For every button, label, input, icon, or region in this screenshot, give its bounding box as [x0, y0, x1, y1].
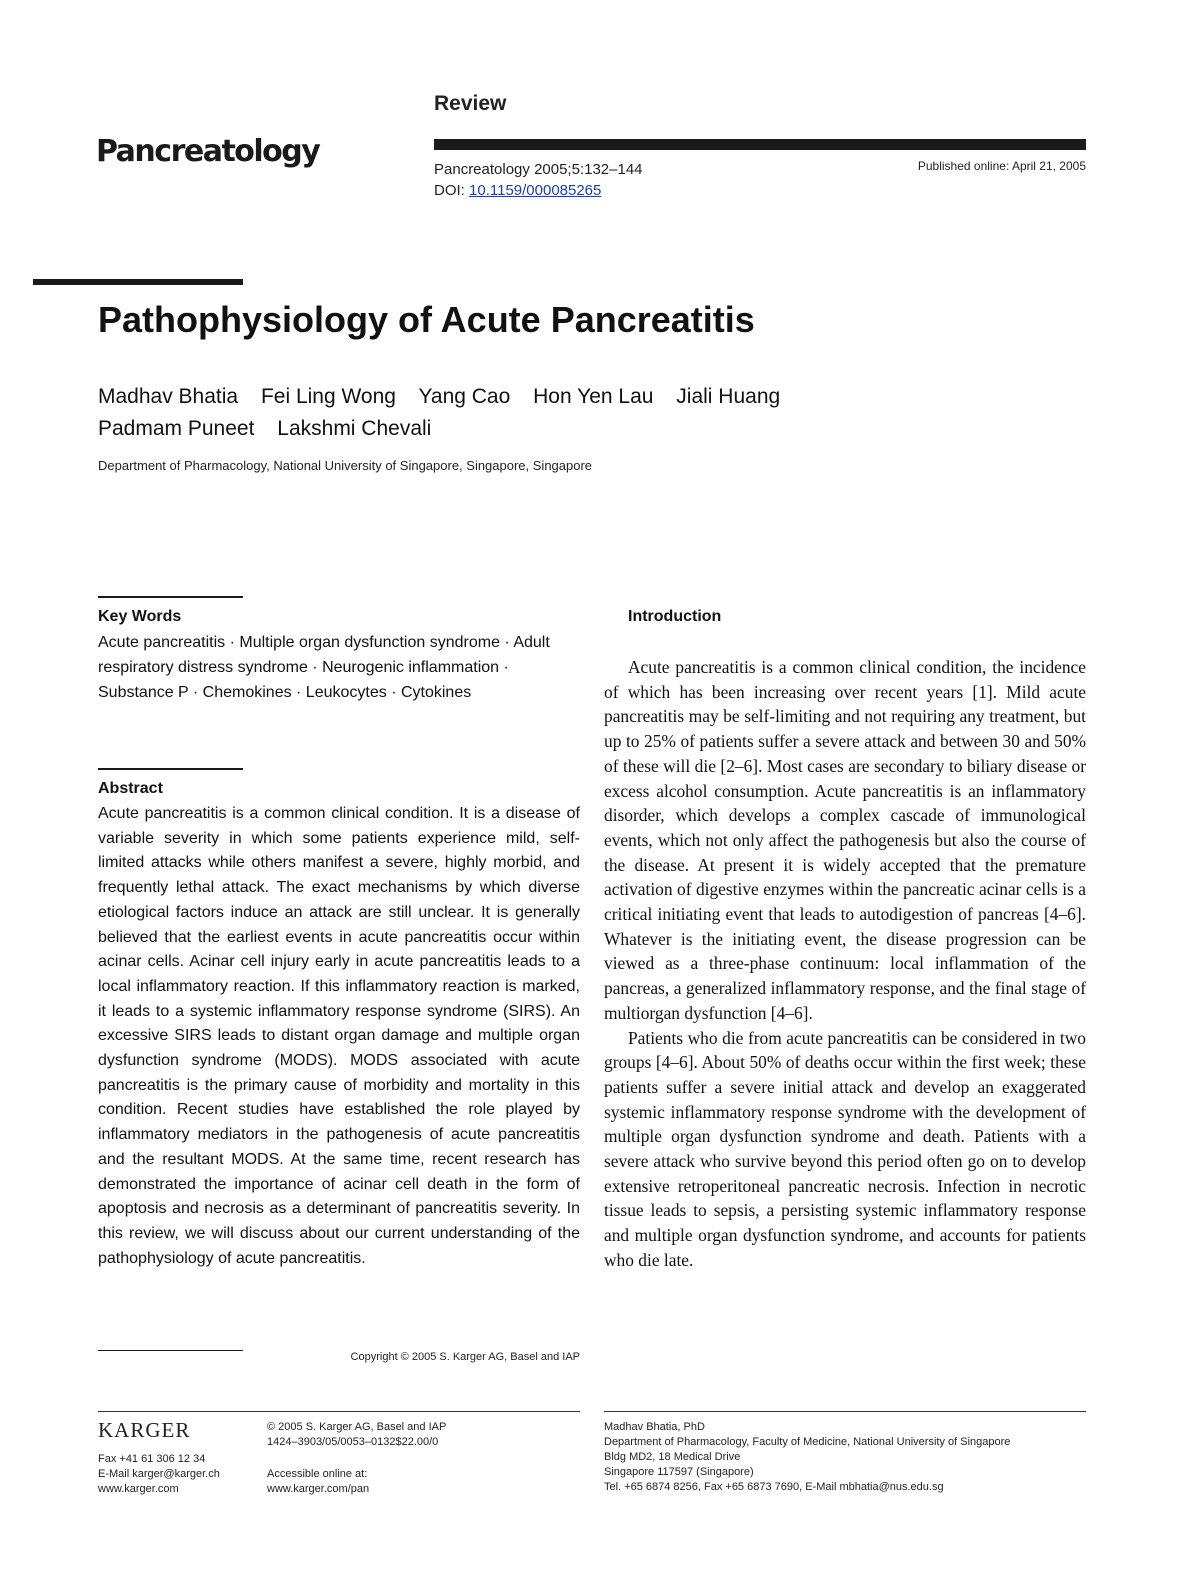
keywords-text: Acute pancreatitis · Multiple organ dysfunction syndrome · Adult respiratory distress syndrome · Neurogenic inflammation · Substance P · Chemokines · Leukocytes · Cytokines [98, 634, 550, 701]
keywords-heading: Key Words [98, 608, 182, 625]
article-title: Pathophysiology of Acute Pancreatitis [98, 299, 755, 340]
abstract-text: Acute pancreatitis is a common clinical condition. It is a disease of variable severity in which some patients experience mild, self-limited attacks while others manifest a severe, highly morbid, and frequently lethal attack. The exact mechanisms by which diverse etiological factors induce an attack are still unclear. It is generally believed that the earliest events in acute pancreatitis occur within acinar cells. Acinar cell injury early in acute pancreatitis leads to a local inflammatory reaction. If this inflammatory reaction is marked, it leads to a systemic inflammatory response syndrome (SIRS). An excessive SIRS leads to distant organ damage and multiple organ dysfunction syndrome (MODS). MODS associated with acute pancreatitis is the primary cause of morbidity and mortality in this condition. Recent studies have established the role played by inflammatory mediators in the pathogenesis of acute pancreatitis and the resultant MODS. At the same time, recent research has demonstrated the importance of acinar cell death in the form of apoptosis and necrosis as a determinant of pancreatitis severity. In this review, we will discuss about our current understanding of the pathophysiology of acute pancreatitis. [98, 805, 580, 1267]
karger-logo: KARGER [98, 1418, 191, 1442]
contact-dept: Department of Pharmacology, Faculty of Medicine, National University of Singapore [604, 1436, 1011, 1448]
abstract-rule [98, 768, 243, 770]
authors-line-2 [98, 413, 998, 445]
abstract-heading: Abstract [98, 780, 163, 797]
author-list [98, 381, 998, 445]
citation-block [434, 159, 643, 201]
correspondence-block [604, 1420, 1010, 1495]
journal-logo: Pancreatology [96, 134, 320, 169]
author: Yang Cao [418, 385, 511, 408]
publisher-website[interactable]: www.karger.com [98, 1483, 179, 1495]
abstract-copyright: Copyright © 2005 S. Karger AG, Basel and IAP [350, 1351, 580, 1363]
contact-bldg: Bldg MD2, 18 Medical Drive [604, 1451, 741, 1463]
footer-rule-right [604, 1411, 1086, 1412]
paragraph: Patients who die from acute pancreatitis can be considered in two groups [4–6]. About 50% of deaths occur within the first week; these patients suffer a severe initial attack and develop an exaggerated systemic inflammatory response syndrome with the development of multiple organ dysfunction syndrome and death. Patients with a severe attack who survive beyond this period often go on to develop extensive retroperitoneal pancreatic necrosis. Infection in necrotic tissue leads to sepsis, a persisting systemic inflammatory response and multiple organ dysfunction syndrome, and accounts for patients who die late. [604, 1027, 1086, 1270]
footer-copyright-block [267, 1420, 446, 1497]
author: Lakshmi Chevali [277, 417, 432, 440]
paragraph: Acute pancreatitis is a common clinical condition, the incidence of which has been increasing over recent years [1]. Mild acute pancreatitis may be self-limiting and not requiring any treatment, but up to 25% of patients suffer a severe attack and between 30 and 50% of these will die [2–6]. Most cases are secondary to biliary disease or excess alcohol consumption. Acute pancreatitis is an inflammatory disorder, which develops a complex cascade of immunological events, which not only affect the pathogenesis but also the course of the disease. At present it is widely accepted that the premature activation of digestive enzymes within the pancreatic acinar cells is a critical initiating event that leads to autodigestion of pancreas [4–6]. Whatever is the initiating event, the disease progression can be viewed as a three-phase continuum: local inflammation of the pancreas, a generalized inflammatory response, and the final stage of multiorgan dysfunction [4–6]. [604, 657, 1086, 1023]
abstract-end-rule [98, 1350, 243, 1351]
doi-link[interactable]: 10.1159/000085265 [469, 182, 602, 199]
footer-rule-left [98, 1411, 580, 1412]
introduction-heading: Introduction [628, 608, 722, 625]
footer-copyright: © 2005 S. Karger AG, Basel and IAP [267, 1421, 447, 1433]
keywords-rule [98, 596, 243, 598]
accessible-label: Accessible online at: [267, 1468, 368, 1480]
contact-name: Madhav Bhatia, PhD [604, 1421, 705, 1433]
publisher-contact [98, 1452, 220, 1497]
author: Padmam Puneet [98, 417, 255, 440]
contact-phone[interactable]: Tel. +65 6874 8256, Fax +65 6873 7690, E-Mail mbhatia@nus.edu.sg [604, 1481, 944, 1493]
title-rule [33, 279, 243, 285]
citation: Pancreatology 2005;5:132–144 [434, 161, 643, 178]
author: Fei Ling Wong [260, 385, 396, 408]
published-date: Published online: April 21, 2005 [917, 159, 1086, 173]
authors-line-1 [98, 381, 998, 413]
author: Madhav Bhatia [98, 385, 239, 408]
affiliation: Department of Pharmacology, National University of Singapore, Singapore, Singapore [98, 458, 593, 473]
accessible-url[interactable]: www.karger.com/pan [267, 1483, 370, 1495]
review-label: Review [434, 92, 507, 115]
contact-city: Singapore 117597 (Singapore) [604, 1466, 754, 1478]
publisher-email[interactable]: E-Mail karger@karger.ch [98, 1468, 220, 1480]
publisher-fax: Fax +41 61 306 12 34 [98, 1453, 206, 1465]
author: Hon Yen Lau [533, 385, 654, 408]
issn: 1424–3903/05/0053–0132$22.00/0 [267, 1436, 439, 1448]
doi-prefix: DOI: [434, 182, 470, 199]
introduction-body [604, 655, 1086, 1273]
header-rule [434, 139, 1086, 150]
doi-line [434, 180, 643, 201]
author: Jiali Huang [676, 385, 781, 408]
